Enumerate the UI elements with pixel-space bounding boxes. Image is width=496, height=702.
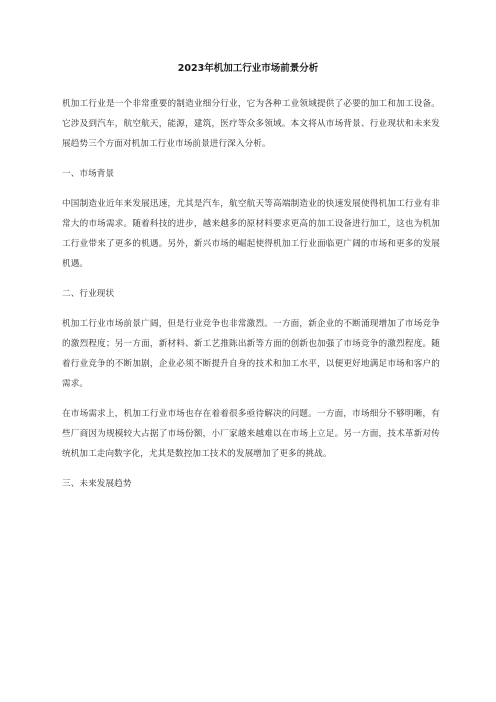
industry-status-paragraph-2: 在市场需求上，机加工行业市场也存在着着很多亟待解决的问题。一方面，市场细分不够明晰，有些厂商因为规模较大占据了市场份额，小厂家越来越难以在市场上立足。另一方面，技术革新对传统机加工走向数字化，尤其是数控加工技术的发展增加了更多的挑战。	[62, 409, 440, 459]
document-title: 2023年机加工行业市场前景分析	[177, 63, 319, 74]
industry-status-paragraph-1: 机加工行业市场前景广阔，但是行业竞争也非常激烈。一方面，新企业的不断涌现增加了市场竞争的激烈程度；另一方面，新材料、新工艺推陈出新等方面的创新也加强了市场竞争的激烈程度。随着行业竞争的不断加剧，企业必须不断提升自身的技术和加工水平，以便更好地满足市场和客户的需求。	[62, 319, 440, 389]
section-heading-market-background: 一、市场背景	[62, 169, 115, 179]
document-body	[62, 94, 440, 504]
market-background-paragraph: 中国制造业近年来发展迅速，尤其是汽车，航空航天等高端制造业的快速发展使得机加工行业有非常大的市场需求。随着科技的进步，越来越多的原材料要求更高的加工设备进行加工，这也为机加工行业带来了更多的机遇。另外，新兴市场的崛起使得机加工行业面临更广阔的市场和更多的发展机遇。	[62, 199, 440, 269]
section-heading-industry-status: 二、行业现状	[62, 289, 115, 299]
intro-paragraph: 机加工行业是一个非常重要的制造业细分行业，它为各种工业领域提供了必要的加工和加工设备。它涉及到汽车，航空航天，能源，建筑，医疗等众多领域。本文将从市场背景、行业现状和未来发展趋势三个方面对机加工行业市场前景进行深入分析。	[62, 99, 440, 149]
section-heading-future-trends: 三、未来发展趋势	[62, 479, 132, 489]
